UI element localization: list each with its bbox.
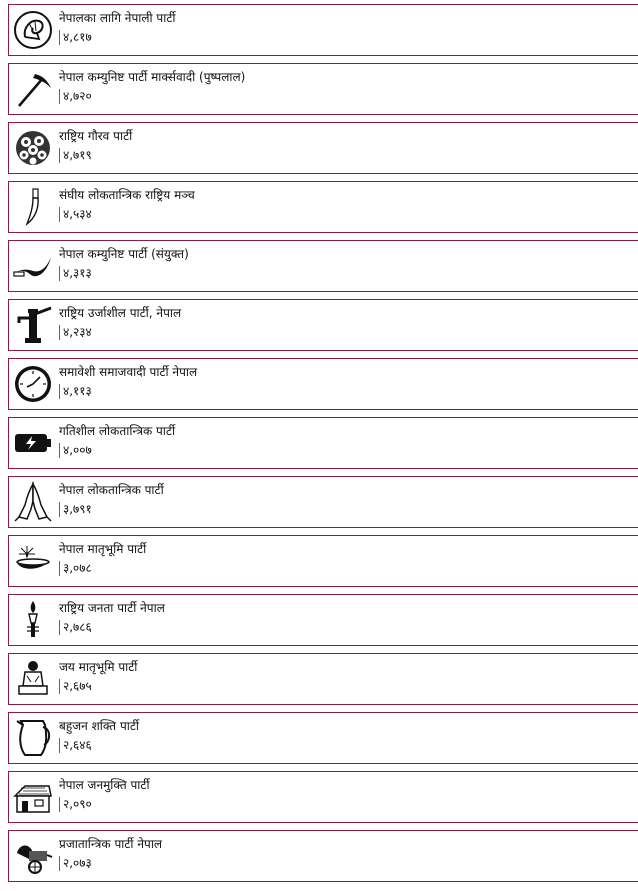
party-row[interactable] <box>8 476 638 528</box>
party-votes: ४,३१३ <box>59 266 92 281</box>
party-name: राष्ट्रिय जनता पार्टी नेपाल <box>59 601 165 615</box>
party-votes: ३,०७८ <box>59 561 92 576</box>
party-row[interactable] <box>8 181 638 233</box>
seated-person-icon <box>13 658 53 700</box>
oil-lamp-icon <box>13 540 53 582</box>
pickaxe-icon <box>13 68 53 110</box>
party-row[interactable] <box>8 358 638 410</box>
party-votes: ४,२३४ <box>59 325 92 340</box>
party-name: नेपाल जनमुक्ति पार्टी <box>59 778 150 792</box>
party-row[interactable] <box>8 830 638 882</box>
party-votes: ४,११३ <box>59 384 92 399</box>
party-name: समावेशी समाजवादी पार्टी नेपाल <box>59 365 198 379</box>
party-row[interactable] <box>8 594 638 646</box>
party-row[interactable] <box>8 712 638 764</box>
party-row[interactable] <box>8 63 638 115</box>
house-icon <box>13 776 53 818</box>
party-name: जय मातृभूमि पार्टी <box>59 660 138 674</box>
party-results-list <box>0 4 638 882</box>
party-votes: २,६४६ <box>59 738 92 753</box>
party-votes: ४,७१९ <box>59 148 92 163</box>
party-votes: २,६७५ <box>59 679 92 694</box>
party-name: नेपाल मातृभूमि पार्टी <box>59 542 147 556</box>
party-name: राष्ट्रिय उर्जाशील पार्टी, नेपाल <box>59 306 182 320</box>
party-votes: ३,७९१ <box>59 502 92 517</box>
party-row[interactable] <box>8 653 638 705</box>
party-row[interactable] <box>8 535 638 587</box>
party-name: नेपालका लागि नेपाली पार्टी <box>59 11 176 25</box>
namaste-hands-icon <box>13 481 53 523</box>
party-name: नेपाल कम्युनिष्ट पार्टी मार्क्सवादी (पुष्पलाल) <box>59 70 246 84</box>
party-votes: ४,५३४ <box>59 207 92 222</box>
party-row[interactable] <box>8 417 638 469</box>
party-name: बहुजन शक्ति पार्टी <box>59 719 140 733</box>
party-row[interactable] <box>8 299 638 351</box>
party-name: गतिशील लोकतान्त्रिक पार्टी <box>59 424 176 438</box>
party-votes: ४,७२० <box>59 89 92 104</box>
party-name: राष्ट्रिय गौरव पार्टी <box>59 129 133 143</box>
sickle-icon <box>13 245 53 287</box>
wall-clock-icon <box>13 363 53 405</box>
torch-icon <box>13 599 53 641</box>
party-row[interactable] <box>8 771 638 823</box>
party-row[interactable] <box>8 122 638 174</box>
water-jug-icon <box>13 717 53 759</box>
battery-icon <box>13 422 53 464</box>
party-votes: २,७८६ <box>59 620 92 635</box>
chariot-icon <box>13 835 53 877</box>
flower-cluster-icon <box>13 127 53 169</box>
hand-pump-icon <box>13 304 53 346</box>
party-votes: २,०७३ <box>59 856 92 871</box>
party-name: नेपाल लोकतान्त्रिक पार्टी <box>59 483 164 497</box>
party-name: प्रजातान्त्रिक पार्टी नेपाल <box>59 837 163 851</box>
party-name: नेपाल कम्युनिष्ट पार्टी (संयुक्त) <box>59 247 189 261</box>
party-name: संघीय लोकतान्त्रिक राष्ट्रिय मञ्च <box>59 188 195 202</box>
khukuri-icon <box>13 186 53 228</box>
party-votes: २,०९० <box>59 797 92 812</box>
party-votes: ४,८१७ <box>59 30 92 45</box>
conch-shell-icon <box>13 9 53 51</box>
party-votes: ४,००७ <box>59 443 92 458</box>
party-row[interactable] <box>8 4 638 56</box>
party-row[interactable] <box>8 240 638 292</box>
